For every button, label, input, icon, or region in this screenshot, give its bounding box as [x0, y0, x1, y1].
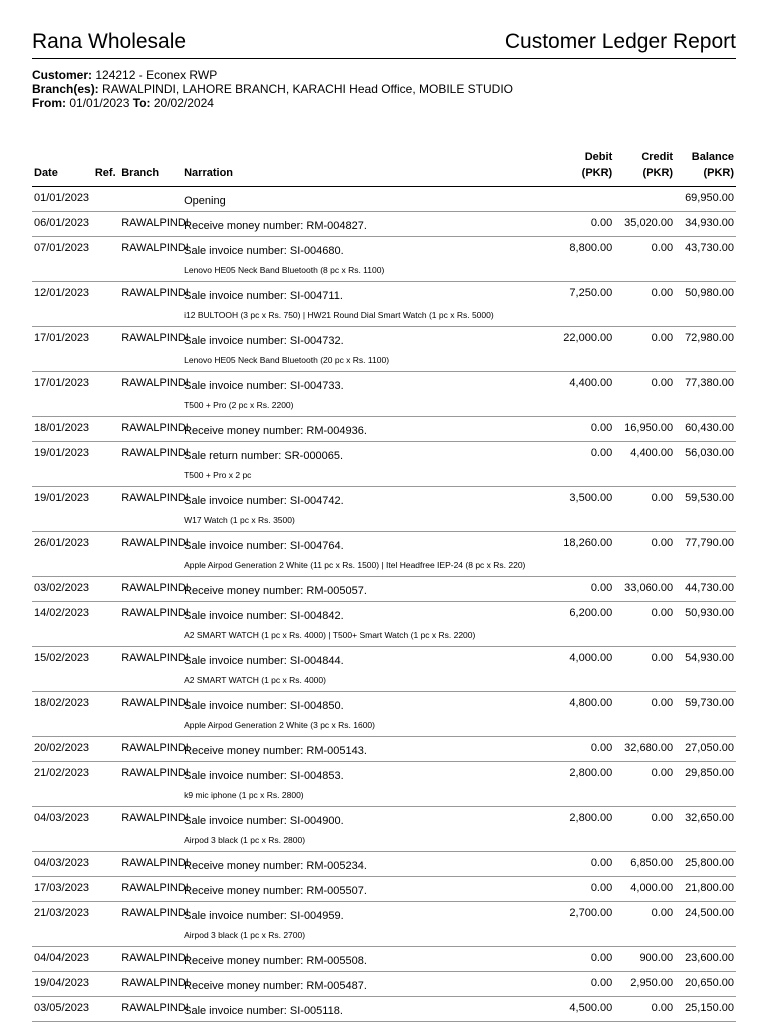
row-narration [182, 487, 538, 532]
row-balance: 77,790.00 [675, 532, 736, 577]
row-credit: 2,950.00 [614, 972, 675, 997]
row-balance: 25,800.00 [675, 852, 736, 877]
row-credit: 0.00 [614, 282, 675, 327]
row-date: 19/01/2023 [32, 487, 93, 532]
row-balance: 50,980.00 [675, 282, 736, 327]
narration-text: Sale invoice number: SI-004742. [184, 495, 344, 507]
company-name: Rana Wholesale [32, 30, 187, 53]
row-branch: RAWALPINDI [119, 807, 182, 852]
row-ref [93, 417, 119, 442]
row-branch: RAWALPINDI [119, 442, 182, 487]
row-branch: RAWALPINDI [119, 737, 182, 762]
row-narration [182, 877, 538, 902]
row-date: 04/03/2023 [32, 807, 93, 852]
narration-detail: Airpod 3 black (1 pc x Rs. 2800) [184, 835, 306, 845]
row-branch: RAWALPINDI [119, 602, 182, 647]
row-narration [182, 737, 538, 762]
table-row [32, 532, 736, 577]
col-credit-label: Credit [641, 151, 674, 163]
narration-text: Receive money number: RM-005057. [184, 585, 367, 597]
branches-value: RAWALPINDI, LAHORE BRANCH, KARACHI Head Office, MOBILE STUDIO [102, 82, 514, 96]
row-ref [93, 692, 119, 737]
table-row [32, 282, 736, 327]
row-balance: 20,650.00 [675, 972, 736, 997]
row-narration [182, 187, 538, 212]
row-balance: 56,030.00 [675, 442, 736, 487]
row-date: 12/01/2023 [32, 282, 93, 327]
row-branch: RAWALPINDI [119, 372, 182, 417]
row-debit: 0.00 [538, 442, 614, 487]
narration-detail: T500 + Pro x 2 pc [184, 470, 252, 480]
row-narration [182, 947, 538, 972]
report-title: Customer Ledger Report [504, 30, 736, 53]
narration-text: Sale invoice number: SI-004853. [184, 770, 344, 782]
row-narration [182, 647, 538, 692]
date-range-line [32, 96, 736, 110]
row-credit: 0.00 [614, 487, 675, 532]
row-branch: RAWALPINDI [119, 487, 182, 532]
row-credit [614, 187, 675, 212]
row-branch: RAWALPINDI [119, 762, 182, 807]
narration-detail: Apple Airpod Generation 2 White (11 pc x Rs. 1500) | Itel Headfree IEP-24 (8 pc x Rs. 220) [184, 560, 526, 570]
narration-detail: Lenovo HE05 Neck Band Bluetooth (20 pc x Rs. 1100) [184, 355, 390, 365]
row-branch: RAWALPINDI [119, 997, 182, 1022]
row-debit: 2,800.00 [538, 807, 614, 852]
table-row [32, 372, 736, 417]
row-date: 03/02/2023 [32, 577, 93, 602]
narration-text: Sale invoice number: SI-004959. [184, 910, 344, 922]
col-balance [675, 146, 736, 187]
report-header [32, 0, 736, 59]
row-debit: 4,000.00 [538, 647, 614, 692]
narration-detail: i12 BULTOOH (3 pc x Rs. 750) | HW21 Round Dial Smart Watch (1 pc x Rs. 5000) [184, 310, 494, 320]
narration-text: Sale invoice number: SI-004732. [184, 335, 344, 347]
table-header-row [32, 146, 736, 187]
row-balance: 43,730.00 [675, 237, 736, 282]
branches-line [32, 82, 736, 96]
branches-label: Branch(es): [32, 82, 99, 96]
customer-value: 124212 - Econex RWP [95, 68, 218, 82]
row-date: 21/03/2023 [32, 902, 93, 947]
row-branch: RAWALPINDI [119, 877, 182, 902]
narration-detail: Apple Airpod Generation 2 White (3 pc x Rs. 1600) [184, 720, 375, 730]
row-debit: 2,800.00 [538, 762, 614, 807]
to-label: To: [132, 96, 151, 110]
row-balance: 69,950.00 [675, 187, 736, 212]
from-value: 01/01/2023 [69, 96, 130, 110]
row-balance: 25,150.00 [675, 997, 736, 1022]
row-ref [93, 902, 119, 947]
col-balance-unit: (PKR) [703, 167, 734, 179]
row-branch: RAWALPINDI [119, 282, 182, 327]
row-ref [93, 762, 119, 807]
row-date: 21/02/2023 [32, 762, 93, 807]
row-credit: 16,950.00 [614, 417, 675, 442]
narration-text: Receive money number: RM-005507. [184, 885, 367, 897]
row-debit: 0.00 [538, 972, 614, 997]
table-row [32, 212, 736, 237]
row-debit: 0.00 [538, 852, 614, 877]
row-debit: 3,500.00 [538, 487, 614, 532]
row-credit: 0.00 [614, 692, 675, 737]
row-ref [93, 577, 119, 602]
row-ref [93, 997, 119, 1022]
col-ref: Ref. [93, 146, 119, 187]
row-debit: 0.00 [538, 212, 614, 237]
row-narration [182, 762, 538, 807]
customer-line [32, 68, 736, 82]
col-credit [614, 146, 675, 187]
row-narration [182, 212, 538, 237]
row-debit: 0.00 [538, 737, 614, 762]
row-narration [182, 972, 538, 997]
narration-text: Sale invoice number: SI-004844. [184, 655, 344, 667]
row-balance: 50,930.00 [675, 602, 736, 647]
table-row [32, 762, 736, 807]
narration-text: Sale invoice number: SI-004764. [184, 540, 344, 552]
row-credit: 0.00 [614, 902, 675, 947]
row-credit: 0.00 [614, 807, 675, 852]
row-ref [93, 602, 119, 647]
narration-text: Receive money number: RM-005487. [184, 980, 367, 992]
row-debit: 4,500.00 [538, 997, 614, 1022]
row-credit: 4,000.00 [614, 877, 675, 902]
narration-text: Sale invoice number: SI-004733. [184, 380, 344, 392]
row-debit: 7,250.00 [538, 282, 614, 327]
narration-detail: A2 SMART WATCH (1 pc x Rs. 4000) [184, 675, 326, 685]
row-debit: 22,000.00 [538, 327, 614, 372]
narration-text: Sale invoice number: SI-004711. [184, 290, 343, 302]
row-date: 17/01/2023 [32, 327, 93, 372]
row-debit: 18,260.00 [538, 532, 614, 577]
row-credit: 0.00 [614, 997, 675, 1022]
table-row [32, 417, 736, 442]
row-credit: 33,060.00 [614, 577, 675, 602]
row-balance: 34,930.00 [675, 212, 736, 237]
row-ref [93, 487, 119, 532]
row-date: 14/02/2023 [32, 602, 93, 647]
row-date: 06/01/2023 [32, 212, 93, 237]
row-credit: 35,020.00 [614, 212, 675, 237]
ledger-body [32, 187, 736, 1022]
row-branch: RAWALPINDI [119, 947, 182, 972]
table-row [32, 237, 736, 282]
row-ref [93, 282, 119, 327]
row-ref [93, 187, 119, 212]
row-debit: 0.00 [538, 577, 614, 602]
row-credit: 900.00 [614, 947, 675, 972]
row-credit: 0.00 [614, 602, 675, 647]
row-credit: 0.00 [614, 237, 675, 282]
table-row [32, 487, 736, 532]
table-row [32, 902, 736, 947]
row-narration [182, 602, 538, 647]
row-balance: 77,380.00 [675, 372, 736, 417]
narration-text: Sale invoice number: SI-004900. [184, 815, 344, 827]
narration-text: Sale invoice number: SI-004842. [184, 610, 344, 622]
row-date: 17/01/2023 [32, 372, 93, 417]
row-branch: RAWALPINDI [119, 212, 182, 237]
row-ref [93, 212, 119, 237]
row-debit [538, 187, 614, 212]
narration-text: Receive money number: RM-004936. [184, 425, 367, 437]
from-label: From: [32, 96, 66, 110]
row-debit: 2,700.00 [538, 902, 614, 947]
row-balance: 21,800.00 [675, 877, 736, 902]
col-narration: Narration [182, 146, 538, 187]
col-balance-label: Balance [691, 151, 734, 163]
row-balance: 54,930.00 [675, 647, 736, 692]
narration-text: Receive money number: RM-005508. [184, 955, 367, 967]
row-date: 18/02/2023 [32, 692, 93, 737]
row-ref [93, 237, 119, 282]
row-debit: 4,800.00 [538, 692, 614, 737]
row-balance: 72,980.00 [675, 327, 736, 372]
row-date: 19/01/2023 [32, 442, 93, 487]
row-date: 01/01/2023 [32, 187, 93, 212]
row-credit: 0.00 [614, 762, 675, 807]
row-narration [182, 852, 538, 877]
row-debit: 0.00 [538, 417, 614, 442]
row-date: 03/05/2023 [32, 997, 93, 1022]
col-debit-label: Debit [584, 151, 613, 163]
table-row [32, 997, 736, 1022]
narration-text: Sale invoice number: SI-004850. [184, 700, 344, 712]
table-row [32, 692, 736, 737]
table-row [32, 972, 736, 997]
row-credit: 0.00 [614, 372, 675, 417]
narration-text: Receive money number: RM-004827. [184, 220, 367, 232]
table-row [32, 877, 736, 902]
narration-text: Receive money number: RM-005143. [184, 745, 367, 757]
row-branch: RAWALPINDI [119, 902, 182, 947]
table-row [32, 327, 736, 372]
col-branch: Branch [119, 146, 182, 187]
row-debit: 0.00 [538, 947, 614, 972]
row-ref [93, 737, 119, 762]
table-row [32, 647, 736, 692]
to-value: 20/02/2024 [153, 96, 214, 110]
row-branch: RAWALPINDI [119, 972, 182, 997]
row-balance: 29,850.00 [675, 762, 736, 807]
row-balance: 27,050.00 [675, 737, 736, 762]
row-date: 15/02/2023 [32, 647, 93, 692]
row-narration [182, 902, 538, 947]
row-balance: 23,600.00 [675, 947, 736, 972]
row-date: 17/03/2023 [32, 877, 93, 902]
row-branch: RAWALPINDI [119, 532, 182, 577]
row-debit: 0.00 [538, 877, 614, 902]
row-balance: 24,500.00 [675, 902, 736, 947]
row-branch [119, 187, 182, 212]
row-ref [93, 327, 119, 372]
row-narration [182, 442, 538, 487]
row-ref [93, 877, 119, 902]
narration-text: Sale return number: SR-000065. [184, 450, 344, 462]
row-ref [93, 372, 119, 417]
row-narration [182, 807, 538, 852]
row-balance: 44,730.00 [675, 577, 736, 602]
narration-detail: Lenovo HE05 Neck Band Bluetooth (8 pc x Rs. 1100) [184, 265, 385, 275]
row-credit: 4,400.00 [614, 442, 675, 487]
row-branch: RAWALPINDI [119, 327, 182, 372]
row-narration [182, 417, 538, 442]
row-ref [93, 532, 119, 577]
table-row [32, 577, 736, 602]
row-narration [182, 532, 538, 577]
row-branch: RAWALPINDI [119, 237, 182, 282]
narration-detail: T500 + Pro (2 pc x Rs. 2200) [184, 400, 294, 410]
row-debit: 8,800.00 [538, 237, 614, 282]
row-branch: RAWALPINDI [119, 852, 182, 877]
row-ref [93, 647, 119, 692]
row-balance: 59,530.00 [675, 487, 736, 532]
narration-text: Opening [184, 195, 226, 207]
row-date: 26/01/2023 [32, 532, 93, 577]
row-narration [182, 692, 538, 737]
table-row [32, 807, 736, 852]
narration-text: Receive money number: RM-005234. [184, 860, 367, 872]
narration-detail: k9 mic iphone (1 pc x Rs. 2800) [184, 790, 304, 800]
row-date: 18/01/2023 [32, 417, 93, 442]
row-credit: 0.00 [614, 532, 675, 577]
report-meta [32, 68, 736, 110]
row-narration [182, 237, 538, 282]
row-branch: RAWALPINDI [119, 692, 182, 737]
row-date: 04/03/2023 [32, 852, 93, 877]
row-credit: 32,680.00 [614, 737, 675, 762]
narration-detail: W17 Watch (1 pc x Rs. 3500) [184, 515, 295, 525]
row-narration [182, 577, 538, 602]
row-ref [93, 852, 119, 877]
narration-detail: Airpod 3 black (1 pc x Rs. 2700) [184, 930, 306, 940]
row-balance: 32,650.00 [675, 807, 736, 852]
row-narration [182, 372, 538, 417]
row-branch: RAWALPINDI [119, 647, 182, 692]
row-ref [93, 442, 119, 487]
table-row [32, 852, 736, 877]
row-credit: 0.00 [614, 327, 675, 372]
row-narration [182, 282, 538, 327]
table-row [32, 947, 736, 972]
row-balance: 59,730.00 [675, 692, 736, 737]
table-row [32, 737, 736, 762]
table-row [32, 442, 736, 487]
narration-text: Sale invoice number: SI-005118. [184, 1005, 343, 1017]
row-narration [182, 997, 538, 1022]
row-ref [93, 807, 119, 852]
row-date: 20/02/2023 [32, 737, 93, 762]
ledger-table [32, 146, 736, 1022]
col-debit-unit: (PKR) [581, 167, 613, 179]
row-date: 07/01/2023 [32, 237, 93, 282]
row-narration [182, 327, 538, 372]
row-date: 04/04/2023 [32, 947, 93, 972]
col-debit [538, 146, 614, 187]
narration-detail: A2 SMART WATCH (1 pc x Rs. 4000) | T500+ Smart Watch (1 pc x Rs. 2200) [184, 630, 476, 640]
narration-text: Sale invoice number: SI-004680. [184, 245, 344, 257]
row-credit: 6,850.00 [614, 852, 675, 877]
row-ref [93, 947, 119, 972]
customer-label: Customer: [32, 68, 93, 82]
row-branch: RAWALPINDI [119, 577, 182, 602]
row-date: 19/04/2023 [32, 972, 93, 997]
col-date: Date [32, 146, 93, 187]
table-row [32, 187, 736, 212]
row-ref [93, 972, 119, 997]
table-row [32, 602, 736, 647]
row-debit: 4,400.00 [538, 372, 614, 417]
row-balance: 60,430.00 [675, 417, 736, 442]
col-credit-unit: (PKR) [642, 167, 674, 179]
row-branch: RAWALPINDI [119, 417, 182, 442]
row-debit: 6,200.00 [538, 602, 614, 647]
row-credit: 0.00 [614, 647, 675, 692]
